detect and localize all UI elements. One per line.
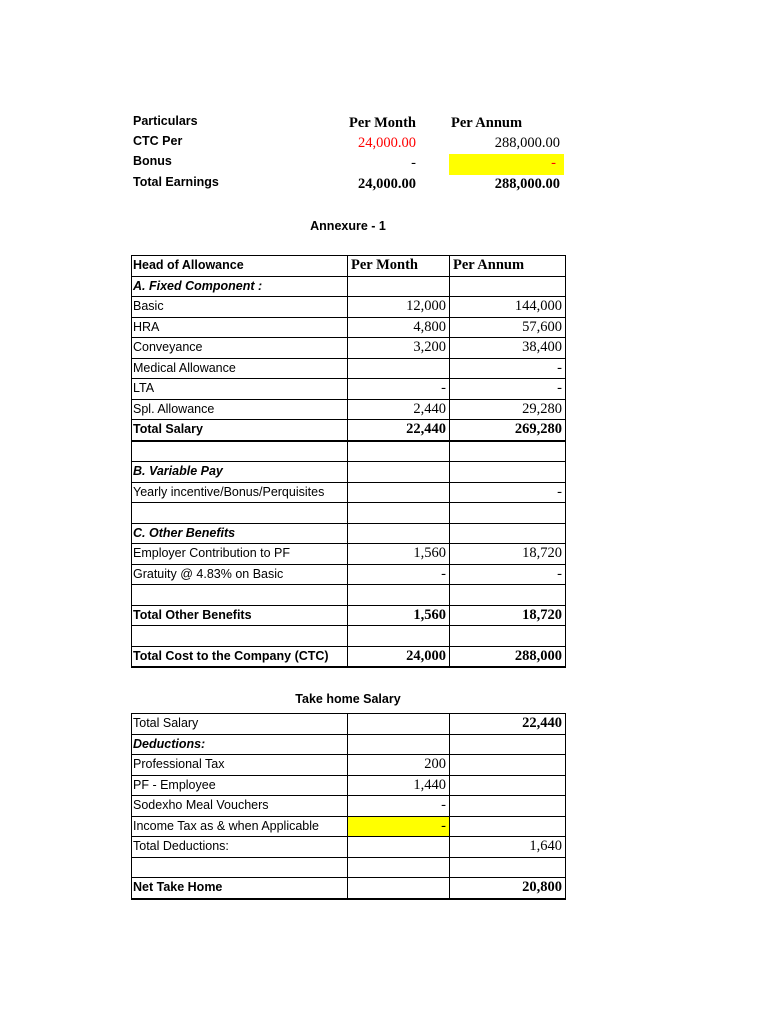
table-row (132, 878, 566, 899)
table-row (132, 585, 566, 606)
row-month: 1,560 (348, 605, 450, 626)
row-annum: 38,400 (450, 338, 566, 359)
row-month (348, 878, 450, 899)
summary-label-bonus: Bonus (133, 154, 172, 168)
row-annum (450, 857, 566, 878)
table-row (132, 441, 566, 462)
row-month: 24,000 (348, 646, 450, 667)
row-label: Net Take Home (132, 878, 348, 899)
row-annum: 57,600 (450, 317, 566, 338)
row-month (348, 358, 450, 379)
row-month: - (348, 796, 450, 817)
row-label (132, 585, 348, 606)
row-label: Basic (132, 297, 348, 318)
row-month: - (348, 564, 450, 585)
row-month (348, 503, 450, 524)
row-annum: 29,280 (450, 399, 566, 420)
row-month: 12,000 (348, 297, 450, 318)
row-label: C. Other Benefits (132, 523, 348, 544)
table-row (132, 379, 566, 400)
row-annum (450, 585, 566, 606)
row-label: Employer Contribution to PF (132, 544, 348, 565)
summary-ctc-month: 24,000.00 (358, 135, 416, 151)
row-annum: - (450, 358, 566, 379)
row-annum (450, 734, 566, 755)
row-month (348, 441, 450, 462)
row-month: 2,440 (348, 399, 450, 420)
annexure-table (131, 255, 566, 668)
row-label (132, 626, 348, 647)
row-month: 3,200 (348, 338, 450, 359)
table-row (132, 626, 566, 647)
table-row (132, 420, 566, 441)
row-label (132, 503, 348, 524)
row-month (348, 585, 450, 606)
row-month (348, 714, 450, 735)
row-label: Sodexho Meal Vouchers (132, 796, 348, 817)
summary-bonus-month: - (411, 155, 416, 171)
row-annum (450, 503, 566, 524)
table-row (132, 276, 566, 297)
header-per-month: Per Month (348, 256, 450, 277)
takehome-table (131, 713, 566, 900)
row-annum: 20,800 (450, 878, 566, 899)
summary-bonus-annum: - (551, 155, 556, 171)
table-row (132, 503, 566, 524)
table-row (132, 399, 566, 420)
row-label: Total Deductions: (132, 837, 348, 858)
row-annum: 18,720 (450, 605, 566, 626)
row-month (348, 837, 450, 858)
table-row (132, 544, 566, 565)
table-row (132, 358, 566, 379)
row-annum (450, 626, 566, 647)
table-row (132, 256, 566, 277)
row-label: LTA (132, 379, 348, 400)
row-annum: - (450, 482, 566, 503)
row-label: Total Salary (132, 420, 348, 441)
row-annum: 22,440 (450, 714, 566, 735)
row-month: 1,440 (348, 775, 450, 796)
row-label (132, 857, 348, 878)
row-label: Medical Allowance (132, 358, 348, 379)
row-annum: - (450, 379, 566, 400)
table-row (132, 482, 566, 503)
header-head-of-allowance: Head of Allowance (132, 256, 348, 277)
row-month (348, 857, 450, 878)
summary-header-per-annum: Per Annum (451, 115, 523, 131)
row-label: Professional Tax (132, 755, 348, 776)
annexure-title: Annexure - 1 (310, 219, 386, 233)
table-row (132, 816, 566, 837)
row-annum (450, 441, 566, 462)
summary-label-total-earnings: Total Earnings (133, 175, 219, 189)
row-annum (450, 462, 566, 483)
row-month: 200 (348, 755, 450, 776)
row-label: Deductions: (132, 734, 348, 755)
table-row (132, 714, 566, 735)
row-label: Yearly incentive/Bonus/Perquisites (132, 482, 348, 503)
row-annum (450, 523, 566, 544)
row-label: Conveyance (132, 338, 348, 359)
row-label: A. Fixed Component : (132, 276, 348, 297)
row-annum (450, 816, 566, 837)
summary-total-month: 24,000.00 (358, 176, 416, 192)
row-month (348, 523, 450, 544)
row-annum (450, 775, 566, 796)
row-month: 22,440 (348, 420, 450, 441)
table-row (132, 775, 566, 796)
row-month (348, 626, 450, 647)
summary-header-particulars: Particulars (133, 114, 198, 128)
table-row (132, 564, 566, 585)
summary-total-annum: 288,000.00 (494, 176, 560, 192)
row-month-highlight: - (348, 816, 450, 837)
table-row (132, 646, 566, 667)
row-annum (450, 796, 566, 817)
row-label: PF - Employee (132, 775, 348, 796)
row-annum (450, 276, 566, 297)
row-annum: 144,000 (450, 297, 566, 318)
row-annum (450, 755, 566, 776)
row-month (348, 462, 450, 483)
table-row (132, 734, 566, 755)
row-annum: - (450, 564, 566, 585)
table-row (132, 755, 566, 776)
row-month (348, 734, 450, 755)
row-annum: 269,280 (450, 420, 566, 441)
takehome-title: Take home Salary (295, 692, 401, 706)
row-label (132, 441, 348, 462)
row-annum: 288,000 (450, 646, 566, 667)
summary-header-per-month: Per Month (349, 115, 416, 131)
row-month: 1,560 (348, 544, 450, 565)
row-month: - (348, 379, 450, 400)
row-month (348, 482, 450, 503)
table-row (132, 462, 566, 483)
row-label: Spl. Allowance (132, 399, 348, 420)
row-label: Total Salary (132, 714, 348, 735)
header-per-annum: Per Annum (450, 256, 566, 277)
row-label: Income Tax as & when Applicable (132, 816, 348, 837)
row-label: B. Variable Pay (132, 462, 348, 483)
table-row (132, 857, 566, 878)
summary-label-ctc: CTC Per (133, 134, 183, 148)
table-row (132, 523, 566, 544)
table-row (132, 605, 566, 626)
summary-ctc-annum: 288,000.00 (494, 135, 560, 151)
row-label: Total Cost to the Company (CTC) (132, 646, 348, 667)
row-label: Gratuity @ 4.83% on Basic (132, 564, 348, 585)
table-row (132, 796, 566, 817)
row-month: 4,800 (348, 317, 450, 338)
row-label: Total Other Benefits (132, 605, 348, 626)
table-row (132, 297, 566, 318)
table-row (132, 317, 566, 338)
row-month (348, 276, 450, 297)
row-annum: 18,720 (450, 544, 566, 565)
row-annum: 1,640 (450, 837, 566, 858)
table-row (132, 338, 566, 359)
row-label: HRA (132, 317, 348, 338)
table-row (132, 837, 566, 858)
